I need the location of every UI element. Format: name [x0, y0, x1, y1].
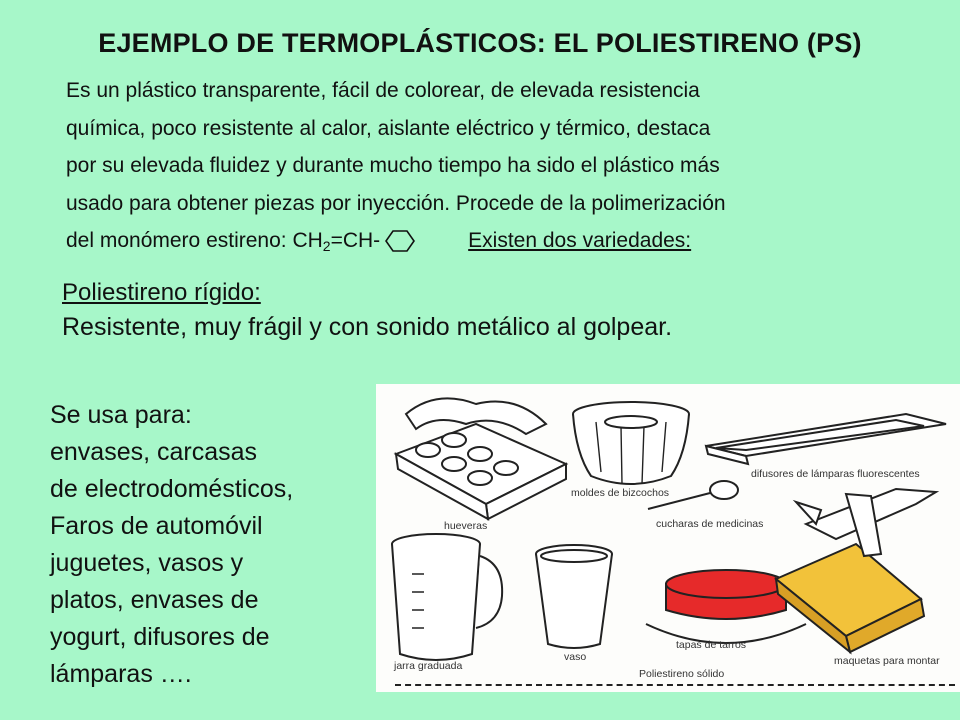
intro-line: Es un plástico transparente, fácil de colorear, de elevada resistencia: [66, 79, 700, 102]
benzene-ring-icon: [384, 228, 416, 266]
dashed-divider: [395, 684, 955, 686]
slide-title: EJEMPLO DE TERMOPLÁSTICOS: EL POLIESTIRENO (PS): [98, 28, 862, 58]
uses-line: envases, carcasas: [50, 438, 258, 466]
intro-paragraph: [66, 72, 926, 266]
rigid-description: Resistente, muy frágil y con sonido metálico al golpear.: [62, 313, 673, 341]
uses-line: Se usa para:: [50, 401, 192, 429]
label-difusores: difusores de lámparas fluorescentes: [751, 468, 920, 480]
uses-line: Faros de automóvil: [50, 512, 263, 540]
cake-mould-drawing: [573, 402, 689, 484]
label-moldes: moldes de bizcochos: [571, 487, 670, 499]
label-cucharas: cucharas de medicinas: [656, 518, 764, 530]
uses-line: lámparas ….: [50, 660, 192, 688]
formula-suffix: =CH-: [330, 229, 381, 252]
label-hueveras: hueveras: [444, 520, 488, 532]
label-jarra: jarra graduada: [394, 660, 463, 672]
intro-line: usado para obtener piezas por inyección. Procede de la polimerización: [66, 191, 726, 215]
polystyrene-products-illustration: [376, 384, 960, 692]
uses-line: platos, envases de: [50, 586, 259, 614]
label-vaso: vaso: [564, 651, 587, 663]
label-tapas: tapas de tarros: [676, 639, 747, 651]
label-solido: Poliestireno sólido: [639, 668, 725, 680]
measuring-jug-drawing: [392, 534, 502, 660]
uses-list: [50, 397, 370, 693]
label-maquetas: maquetas para montar: [834, 655, 940, 667]
formula-subscript: 2: [322, 238, 331, 254]
intro-line-formula: [66, 222, 926, 266]
varieties-text: Existen dos variedades:: [468, 229, 692, 252]
rigid-heading: Poliestireno rígido:: [62, 279, 261, 306]
uses-line: juguetes, vasos y: [50, 549, 244, 577]
diffuser-tray-drawing: [706, 414, 946, 464]
formula-prefix: del monómero estireno: CH: [66, 229, 323, 252]
egg-tray-drawing: [396, 398, 566, 519]
intro-line: química, poco resistente al calor, aislante eléctrico y térmico, destaca: [66, 116, 711, 140]
cup-drawing: [536, 545, 612, 648]
uses-line: de electrodomésticos,: [50, 475, 294, 503]
uses-line: yogurt, difusores de: [50, 623, 270, 651]
intro-line: por su elevada fluidez y durante mucho tiempo ha sido el plástico más: [66, 154, 720, 177]
